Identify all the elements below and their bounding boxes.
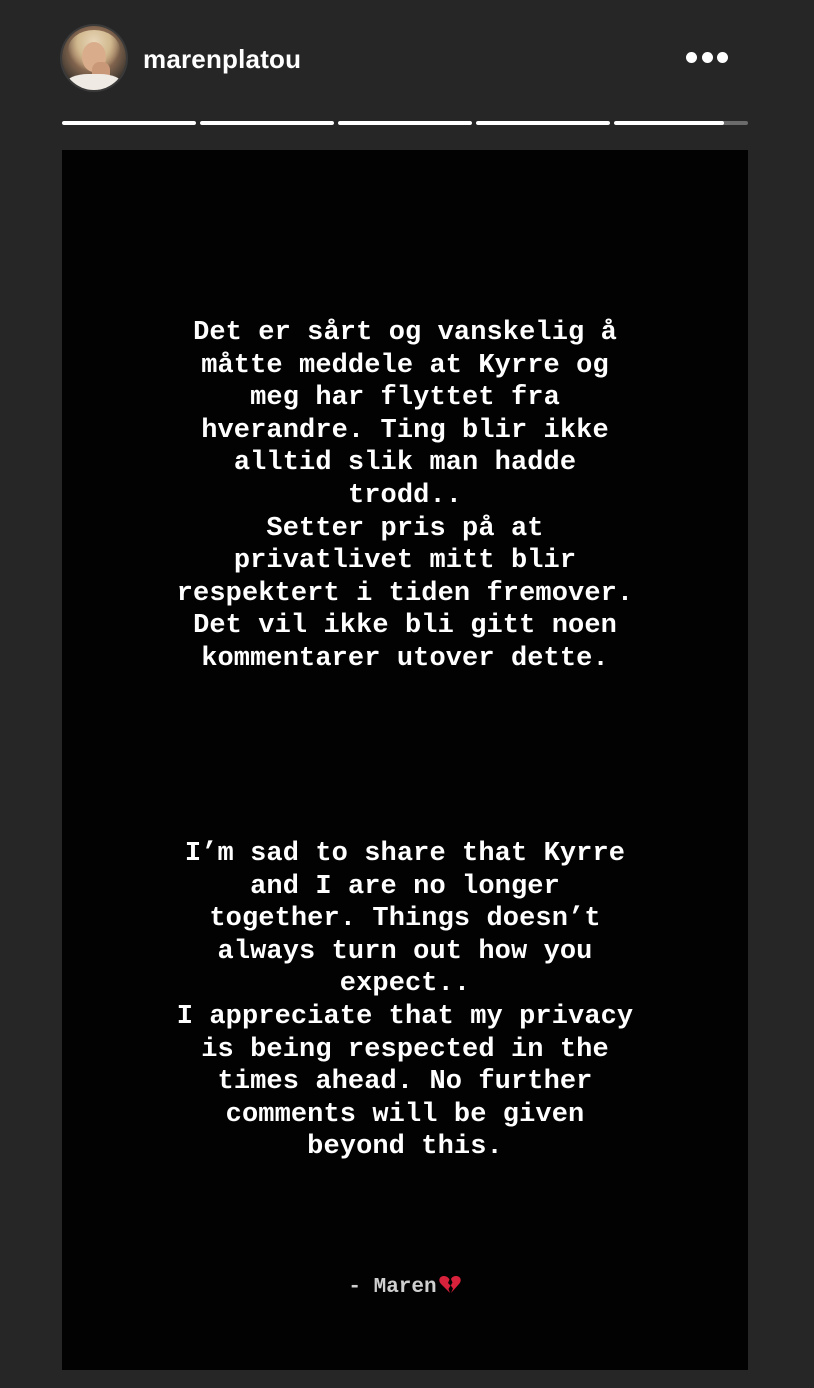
progress-segment [476, 121, 610, 125]
more-options-icon[interactable] [686, 50, 728, 64]
progress-segment-fill [200, 121, 334, 125]
signature-text: - Maren [348, 1276, 437, 1299]
username[interactable]: marenplatou [143, 44, 302, 74]
progress-segment-fill [476, 121, 610, 125]
progress-segment-fill [614, 121, 724, 125]
story-text-english: I’m sad to share that Kyrre and I are no longer together. Things doesn’t always turn out how you expect.. I appreciate that my privacy is being respected in the times ahead. No further comments will be given beyond this. [176, 839, 634, 1163]
progress-segment [338, 121, 472, 125]
progress-segment [62, 121, 196, 125]
progress-segment-fill [338, 121, 472, 125]
progress-segment [614, 121, 748, 125]
story-content[interactable] [62, 150, 748, 1370]
story-text-norwegian: Det er sårt og vanskelig å måtte meddele at Kyrre og meg har flyttet fra hverandre. Ting blir ikke alltid slik man hadde trodd.. Setter pris på at privatlivet mitt blir respektert i tiden fremover. Det vil ikke bli gitt noen kommentarer utover dette. [176, 318, 634, 674]
progress-segment [200, 121, 334, 125]
story-header [62, 26, 748, 90]
story-progress-bar [62, 121, 748, 125]
progress-segment-fill [62, 121, 196, 125]
avatar[interactable] [62, 26, 126, 90]
signature [62, 1273, 748, 1301]
broken-heart-icon [438, 1273, 462, 1295]
